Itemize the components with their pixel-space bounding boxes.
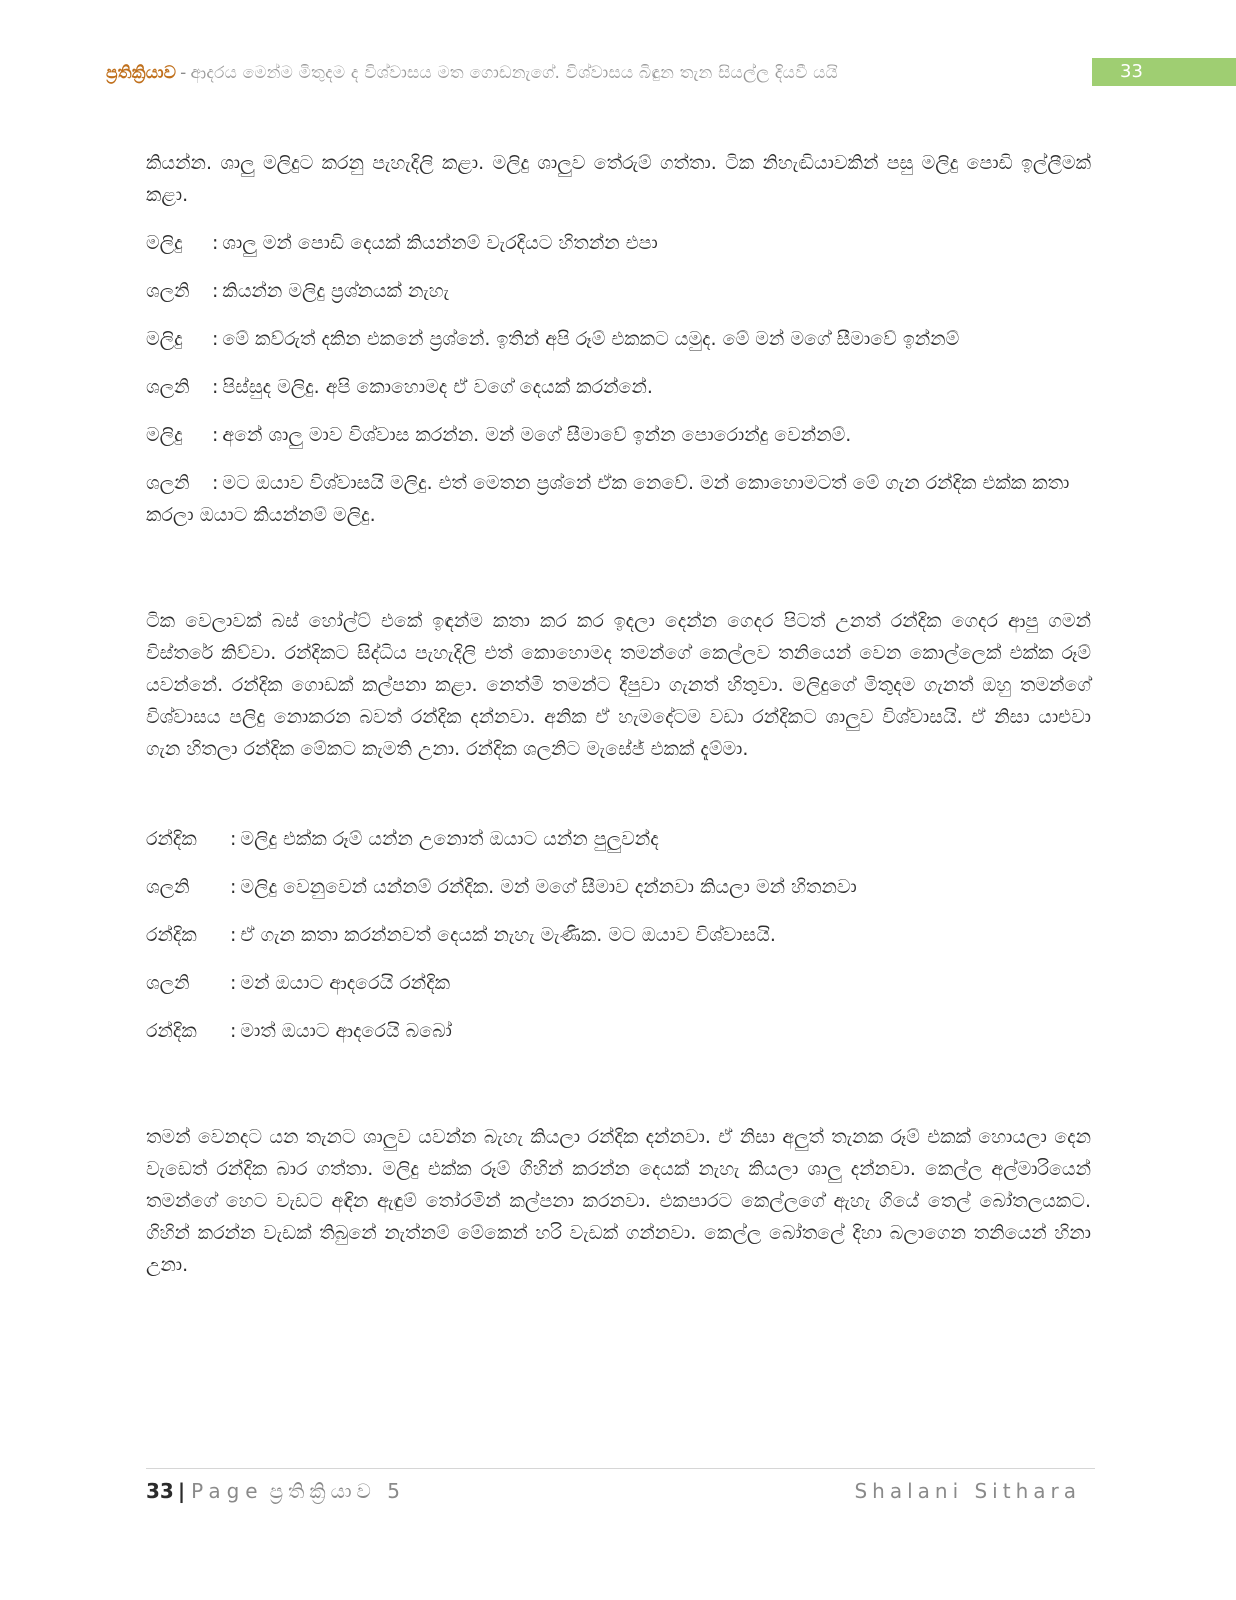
speaker-colon: : bbox=[230, 924, 237, 946]
header-title: ප්‍රතික්‍රියාව bbox=[106, 63, 177, 83]
speaker-colon: : bbox=[230, 828, 237, 850]
dialogue-text: මේ කව්රුත් දකින එකනේ ප්‍රශ්නේ. ඉතින් අපි රූම් එකකට යමුද. මේ මන් මගේ සීමාවේ ඉන්නම් bbox=[222, 328, 960, 350]
page-footer bbox=[146, 1468, 1095, 1509]
header-page-number: 33 bbox=[1092, 58, 1236, 86]
running-header bbox=[0, 58, 1236, 88]
speaker-colon: : bbox=[230, 876, 237, 898]
speaker-name: රන්දික bbox=[146, 828, 197, 850]
dialogue-line bbox=[146, 919, 1091, 951]
speaker-name: ශලනි bbox=[146, 376, 190, 398]
paragraph-1: කියන්න. ශාලු මලිදුට කරනු පැහැදිලි කළා. මලිදු ශාලුව තේරුම් ගත්තා. ටික නිහැඬියාවකින් පසු මලිදු පොඩි ඉල්ලීමක් කළා. bbox=[146, 152, 1091, 206]
footer-page-number: 33 bbox=[146, 1479, 174, 1503]
dialogue-line bbox=[146, 419, 1091, 451]
dialogue-line bbox=[146, 371, 1091, 403]
dialogue-line bbox=[146, 275, 1091, 307]
speaker-name: මලිදු bbox=[146, 232, 183, 254]
speaker-colon: : bbox=[230, 972, 237, 994]
dialogue-text: ශාලු මන් පොඩි දෙයක් කියන්නම් වැරදියට හිතන්න එපා bbox=[222, 232, 658, 254]
speaker-colon: : bbox=[212, 424, 219, 446]
dialogue-text: කියන්න මලිදු ප්‍රශ්නයක් නැහැ bbox=[222, 280, 450, 302]
footer-author: Shalani Sithara bbox=[854, 1479, 1081, 1503]
dialogue-text: මන් ඔයාට ආදරෙයි රන්දික bbox=[240, 972, 451, 994]
dialogue-block-1 bbox=[146, 227, 1091, 531]
paragraph-2: ටික වෙලාවක් බස් හෝල්ට් එකේ ඉඳන්ම කතා කර කර ඉදලා දෙන්න ගෙදර පිටත් උනත් රන්දික ගෙදර ආපු ගමන් විස්තරේ කිව්වා. රන්දිකට සිද්ධිය පැහැදිලි එත් කොහොමද තමන්ගේ කෙල්ලව තනියෙන් වෙන කොල්ලෙක් එක්ක රූම් යවන්නේ. රන්දික ගොඩක් කල්පනා කළා. නෙත්මි තමන්ට දීපුවා ගැනත් හිතුවා. මලිදුගේ මිතුදම ගැනත් ඔහු තමන්ගේ විශ්වාසය පලිදු නොකරන බවත් රන්දික දන්නවා. අනික ඒ හැමදේටම වඩා රන්දිකට ශාලුව විශ්වාසයි. ඒ නිසා යාළුවා ගැන හිතලා රන්දික මේකට කැමති උනා. රන්දික ශලනිට මැසේජ් එකක් දැම්මා. bbox=[146, 610, 1091, 760]
speaker-name: රන්දික bbox=[146, 1020, 197, 1042]
dialogue-line bbox=[146, 823, 1091, 855]
speaker-name: මලිදු bbox=[146, 328, 183, 350]
speaker-colon: : bbox=[212, 472, 219, 494]
dialogue-text: මට ඔයාව විශ්වාසයි මලිදු. එත් මෙතන ප්‍රශ්නේ ඒක නෙවේ. මන් කොහොමටත් මේ ගැන රන්දික එක්ක කතා කරලා ඔයාට කියන්නම් මලිදු. bbox=[146, 472, 1070, 526]
dialogue-text: ඒ ගැන කතා කරන්නවත් දෙයක් නැහැ මැණික. මට ඔයාව විශ්වාසයි. bbox=[240, 924, 776, 946]
speaker-colon: : bbox=[212, 376, 219, 398]
footer-divider: | bbox=[177, 1479, 186, 1503]
header-separator: - bbox=[180, 63, 187, 83]
header-text bbox=[106, 60, 1081, 86]
dialogue-text: මලිදු වෙනුවෙන් යන්නම් රන්දික. මන් මගේ සීමාව දන්නවා කියලා මන් හිතනවා bbox=[240, 876, 857, 898]
paragraph-3: තමන් වෙනදට යන තැනට ශාලුව යවන්න බැහැ කියලා රන්දික දන්නවා. ඒ නිසා අලුත් තැනක රූම් එකක් හොයලා දෙන වැඩෙත් රන්දික බාර ගත්තා. මලිදු එක්ක රූම් ගිහින් කරන්න දෙයක් නැහැ කියලා ශාලු දන්නවා. කෙල්ල අල්මාරියෙන් තමන්ගේ හෙට වැඩට අඳින ඇඳුම් තෝරමින් කල්පනා කරනවා. එකපාරට කෙල්ලගේ ඇහැ ගියේ තෙල් බෝතලයකට. ගිහින් කරන්න වැඩක් තිබුනේ නැත්නම් මේකෙන් හරි වැඩක් ගන්නවා. කෙල්ල බෝතලේ දිහා බලාගෙන තනියෙන් හිනා උනා. bbox=[146, 1126, 1091, 1276]
footer-page-word: Page bbox=[191, 1479, 264, 1503]
dialogue-line bbox=[146, 967, 1091, 999]
speaker-name: ශලනි bbox=[146, 280, 190, 302]
speaker-name: ශලනි bbox=[146, 972, 190, 994]
footer-left bbox=[146, 1477, 405, 1505]
speaker-colon: : bbox=[230, 1020, 237, 1042]
speaker-name: මලිදු bbox=[146, 424, 183, 446]
dialogue-text: අනේ ශාලු මාව විශ්වාස කරන්න. මන් මගේ සීමාවේ ඉන්න පොරොන්දු වෙන්නම්. bbox=[222, 424, 852, 446]
dialogue-block-2 bbox=[146, 823, 1091, 1047]
dialogue-line bbox=[146, 323, 1091, 355]
footer-book-title: ප්‍රතික්‍රියාව 5 bbox=[269, 1479, 406, 1503]
speaker-name: ශලනි bbox=[146, 472, 190, 494]
dialogue-text: මාත් ඔයාට ආදරෙයි බබෝ bbox=[240, 1020, 452, 1042]
speaker-name: ශලනි bbox=[146, 876, 190, 898]
header-subtitle: ආදරය මෙන්ම මිතුදම ද විශ්වාසය මත ගොඩනැගේ. විශ්වාසය බිඳුන තැන සියල්ල දියවී යයි bbox=[190, 63, 838, 83]
dialogue-line bbox=[146, 1015, 1091, 1047]
dialogue-line bbox=[146, 467, 1091, 531]
speaker-colon: : bbox=[212, 328, 219, 350]
page-content bbox=[146, 147, 1091, 1281]
speaker-name: රන්දික bbox=[146, 924, 197, 946]
speaker-colon: : bbox=[212, 280, 219, 302]
dialogue-line bbox=[146, 227, 1091, 259]
dialogue-text: මලිදු එක්ක රූම් යන්න උනොත් ඔයාට යන්න පුලුවන්ද bbox=[240, 828, 659, 850]
speaker-colon: : bbox=[212, 232, 219, 254]
dialogue-line bbox=[146, 871, 1091, 903]
dialogue-text: පිස්සුද මලිදු. අපි කොහොමද ඒ වගේ දෙයක් කරන්නේ. bbox=[222, 376, 653, 398]
